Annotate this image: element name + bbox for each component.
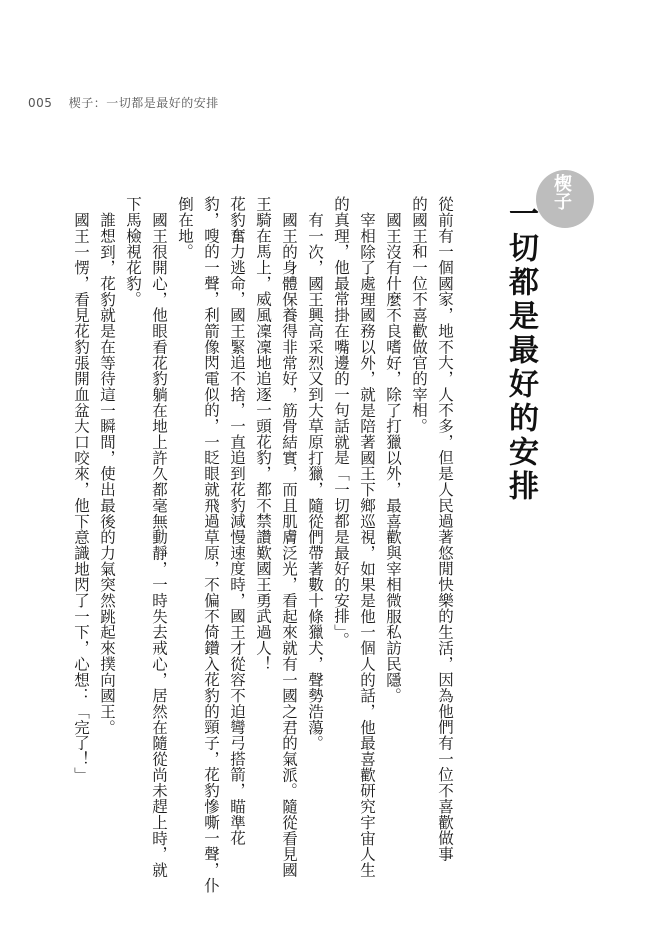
chapter-badge-label: 楔子	[551, 174, 572, 210]
chapter-title: 一切都是最好的安排	[503, 198, 538, 504]
text-column: 國王沒有什麼不良嗜好，除了打獵以外，最喜歡與宰相微服私訪民隱。	[384, 211, 402, 703]
chapter-badge	[536, 170, 594, 228]
text-column: 花豹奮力逃命，國王緊追不捨，一直追到花豹減慢速度時，國王才從容不迫彎弓搭箭，瞄準花	[228, 196, 246, 846]
text-column: 宰相除了處理國務以外，就是陪著國王下鄉巡視，如果是他一個人的話，他最喜歡研究宇宙人生	[358, 211, 376, 878]
page-number: 005	[28, 96, 53, 110]
text-column: 王騎在馬上，威風凜凜地追逐一頭花豹，都不禁讚歎國王勇武過人！	[254, 196, 272, 672]
text-column: 倒在地。	[176, 196, 194, 260]
text-column: 國王一愣，看見花豹張開血盆大口咬來，他下意識地閃了一下，心想：「完了！」	[72, 211, 90, 783]
text-column: 國王的身體保養得非常好，筋骨結實，而且肌膚泛光，看起來就有一國之君的氣派。隨從看見國	[280, 211, 298, 878]
text-column: 有一次，國王興高采烈又到大草原打獵，隨從們帶著數十條獵犬，聲勢浩蕩。	[306, 211, 324, 751]
text-column: 誰想到，花豹就是在等待這一瞬間，使出最後的力氣突然跳起來撲向國王。	[98, 211, 116, 735]
body-text	[68, 196, 458, 894]
text-column: 從前有一個國家，地不大，人不多，但是人民過著悠閒快樂的生活，因為他們有一位不喜歡做事	[436, 196, 454, 862]
text-column: 的真理，他最常掛在嘴邊的一句話就是「一切都是最好的安排」。	[332, 196, 350, 648]
running-header	[28, 94, 219, 111]
text-column: 豹，嗖的一聲，利箭像閃電似的，一眨眼就飛過草原，不偏不倚鑽入花豹的頸子，花豹慘嘶一聲，仆	[202, 196, 220, 894]
running-title: 楔子：一切都是最好的安排	[68, 96, 219, 110]
text-column: 的國王和一位不喜歡做官的宰相。	[410, 196, 428, 434]
text-column: 國王很開心，他眼看花豹躺在地上許久都毫無動靜，一時失去戒心，居然在隨從尚未趕上時，就	[150, 211, 168, 878]
text-column: 下馬檢視花豹。	[124, 196, 142, 307]
